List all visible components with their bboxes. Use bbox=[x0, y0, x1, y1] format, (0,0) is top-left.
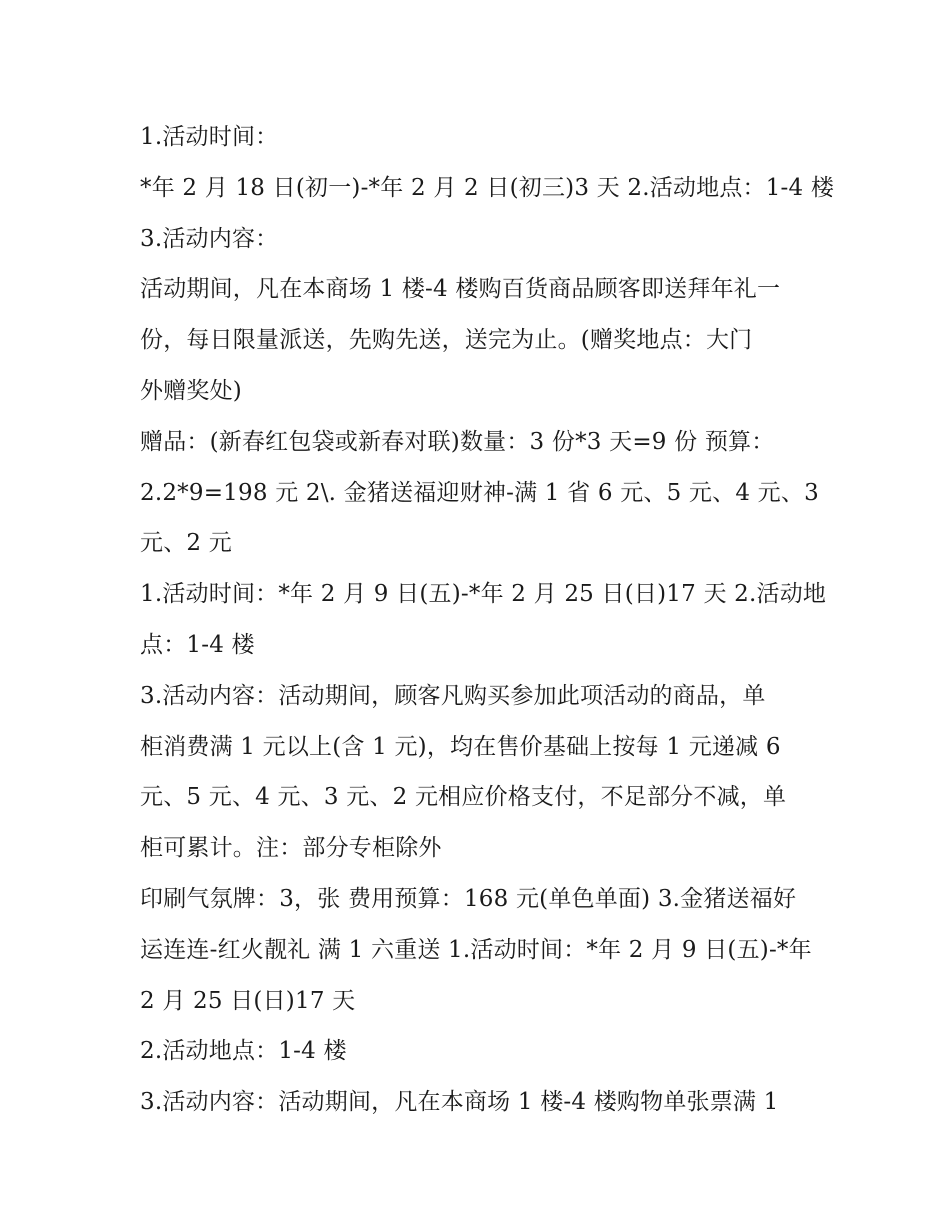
text-line: 外赠奖处) bbox=[140, 377, 242, 404]
text-line: *年 2 月 18 日(初一)-*年 2 月 2 日(初三)3 天 2.活动地点：1-4 楼 bbox=[140, 174, 835, 201]
text-line: 柜消费满 1 元以上(含 1 元)，均在售价基础上按每 1 元递减 6 bbox=[140, 733, 781, 760]
text-line: 2 月 25 日(日)17 天 bbox=[140, 987, 356, 1014]
text-line: 1.活动时间： bbox=[140, 124, 279, 150]
text-line: 印刷气氛牌：3，张 费用预算：168 元(单色单面) 3.金猪送福好 bbox=[140, 885, 797, 912]
text-line: 元、5 元、4 元、3 元、2 元相应价格支付，不足部分不减，单 bbox=[140, 784, 787, 811]
text-line: 运连连-红火靓礼 满 1 六重送 1.活动时间：*年 2 月 9 日(五)-*年 bbox=[140, 936, 812, 963]
text-line: 2.2*9=198 元 2\. 金猪送福迎财神-满 1 省 6 元、5 元、4 元、3 bbox=[140, 479, 819, 506]
text-line: 1.活动时间：*年 2 月 9 日(五)-*年 2 月 25 日(日)17 天 2.活动地 bbox=[140, 581, 827, 608]
text-line: 2.活动地点：1-4 楼 bbox=[140, 1038, 347, 1065]
text-line: 赠品：(新春红包袋或新春对联)数量：3 份*3 天=9 份 预算： bbox=[140, 428, 775, 455]
text-line: 元、2 元 bbox=[140, 530, 232, 557]
text-line: 活动期间，凡在本商场 1 楼-4 楼购百货商品顾客即送拜年礼一 bbox=[140, 276, 781, 303]
text-line: 柜可累计。注：部分专柜除外 bbox=[140, 835, 442, 862]
text-line: 点：1-4 楼 bbox=[140, 631, 255, 658]
text-line: 3.活动内容：活动期间，顾客凡购买参加此项活动的商品，单 bbox=[140, 682, 766, 709]
text-line: 3.活动内容： bbox=[140, 225, 279, 252]
text-line: 3.活动内容：活动期间，凡在本商场 1 楼-4 楼购物单张票满 1 bbox=[140, 1089, 779, 1116]
text-line: 份，每日限量派送，先购先送，送完为止。(赠奖地点：大门 bbox=[140, 327, 753, 354]
document-body bbox=[140, 112, 835, 1128]
